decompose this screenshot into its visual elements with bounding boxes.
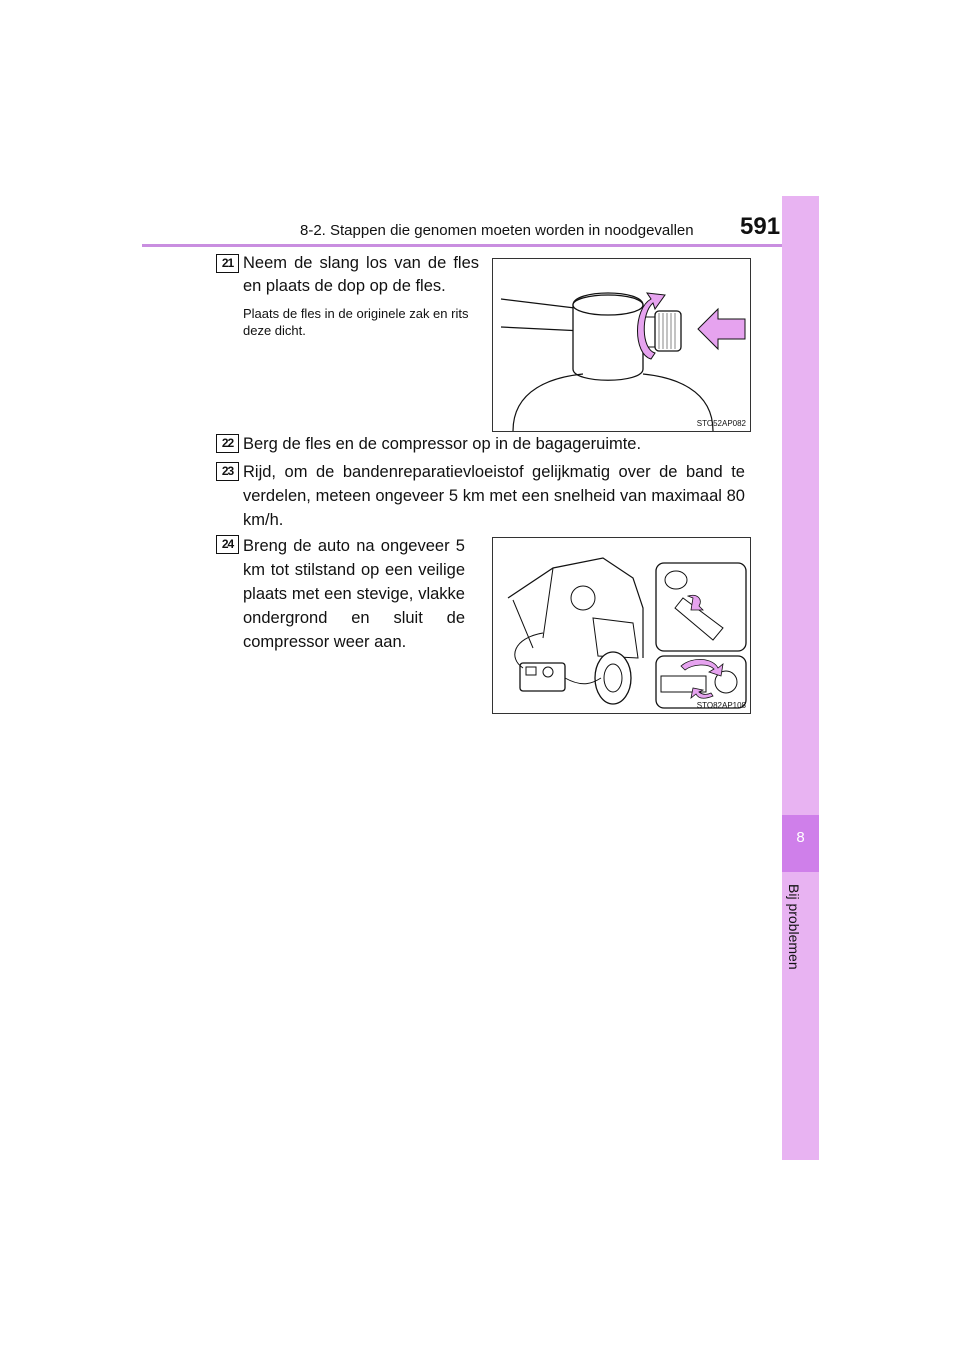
step-number-badge: 22 (216, 434, 239, 453)
step-text: Breng de auto na ongeveer 5 km tot stilstand op een veilige plaats met een stevige, vlakke ondergrond en sluit de compressor weer aan. (243, 537, 465, 651)
section-title: 8-2. Stappen die genomen moeten worden in noodgevallen (300, 222, 694, 239)
chapter-side-tab (782, 196, 819, 1160)
step-note: Plaats de fles in de originele zak en rits deze dicht. (243, 306, 469, 338)
bottle-cap-figure (492, 258, 751, 432)
step-text: Rijd, om de bandenreparatievloeistof gelijkmatig over de band te verdelen, meteen ongeveer 5 km met een snelheid van maximaal 80 km/h. (243, 463, 745, 529)
figure-code: STO82AP108 (696, 701, 746, 710)
compressor-connection-figure (492, 537, 751, 714)
chapter-number: 8 (796, 829, 805, 846)
compressor-connection-illustration-icon (493, 538, 750, 713)
chapter-name: Bij problemen (786, 884, 802, 970)
figure-code: STO52AP082 (696, 419, 746, 428)
page-number: 591 (740, 213, 781, 240)
bottle-cap-illustration-icon (493, 259, 750, 431)
step-text: Neem de slang los van de fles en plaats de dop op de fles. (243, 254, 479, 295)
header-divider (142, 244, 818, 247)
step-number-badge: 24 (216, 535, 239, 554)
step-number-badge: 21 (216, 254, 239, 273)
step-number-badge: 23 (216, 462, 239, 481)
step-text: Berg de fles en de compressor op in de bagageruimte. (243, 435, 642, 453)
